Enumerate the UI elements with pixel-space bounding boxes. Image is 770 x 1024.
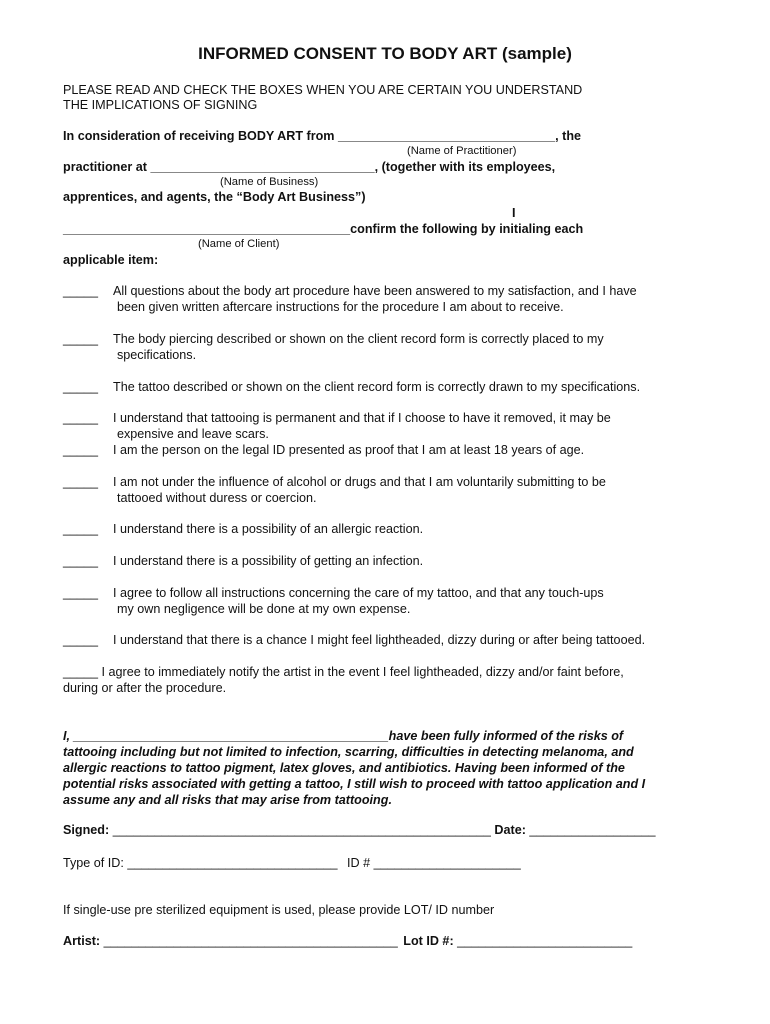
date-field[interactable]: __________________ (529, 823, 656, 837)
id-type-label: Type of ID: (63, 856, 124, 870)
item-text-line-1: The body piercing described or shown on the client record form is correctly placed to my (113, 332, 604, 346)
practitioner-name-caption: (Name of Practitioner) (407, 145, 517, 157)
item-text-line-2: tattooed without duress or coercion. (117, 491, 317, 505)
item-text-line-1: I understand that tattooing is permanent and that if I choose to have it removed, it may be (113, 411, 611, 425)
consideration-line-1: In consideration of receiving BODY ART from _______________________________, the (63, 129, 582, 143)
initial-blank[interactable]: _____ (63, 586, 99, 600)
consideration-line-2: practitioner at ________________________________, (together with its employees, (63, 160, 556, 174)
item-text-line-1: I understand there is a possibility of an allergic reaction. (113, 522, 424, 536)
declaration-line-5: assume any and all risks that may arise from tattooing. (63, 793, 392, 807)
declaration-line-1[interactable]: I, _____________________________________________have been fully informed of the risks of (63, 729, 624, 743)
initial-blank[interactable]: _____ (63, 475, 99, 489)
declaration-line-2: tattooing including but not limited to infection, scarring, difficulties in detecting melanoma, and (63, 745, 634, 759)
consideration-line-5: applicable item: (63, 253, 159, 267)
artist-label: Artist: (63, 934, 101, 948)
list-item[interactable] (63, 284, 723, 316)
item-text-line-1: I understand there is a possibility of getting an infection. (113, 554, 424, 568)
initial-blank[interactable]: _____ (63, 443, 99, 457)
id-number-label: ID # (347, 856, 371, 870)
item-text-line-2: expensive and leave scars. (117, 427, 269, 441)
consideration-i: I (512, 206, 516, 220)
initial-blank[interactable]: _____ (63, 554, 99, 568)
initial-blank[interactable]: _____ (63, 411, 99, 425)
lot-id-label: Lot ID #: (403, 934, 454, 948)
consideration-line-3: apprentices, and agents, the “Body Art Business”) (63, 190, 366, 204)
item-text-line-1: I agree to follow all instructions concerning the care of my tattoo, and that any touch-ups (113, 586, 604, 600)
artist-row (63, 934, 632, 949)
artist-field[interactable]: __________________________________________ (103, 934, 398, 948)
id-row (63, 856, 521, 871)
lot-id-field[interactable]: _________________________ (457, 934, 633, 948)
initial-blank[interactable]: _____ (63, 633, 99, 647)
declaration-line-3: allergic reactions to tattoo pigment, latex gloves, and antibiotics. Having been informed of the (63, 761, 625, 775)
last-item-line-1[interactable]: _____ I agree to immediately notify the artist in the event I feel lightheaded, dizzy and/or faint before, (63, 665, 624, 679)
list-item[interactable] (63, 633, 723, 649)
initial-blank[interactable]: _____ (63, 332, 99, 346)
item-text-line-1: All questions about the body art procedure have been answered to my satisfaction, and I have (113, 284, 637, 298)
signed-label: Signed: (63, 823, 110, 837)
signed-row (63, 823, 655, 838)
item-text-line-1: I am the person on the legal ID presented as proof that I am at least 18 years of age. (113, 443, 585, 457)
date-label: Date: (494, 823, 526, 837)
item-text-line-1: The tattoo described or shown on the client record form is correctly drawn to my specifications. (113, 380, 641, 394)
client-name-caption: (Name of Client) (198, 238, 280, 250)
instructions-line-2: THE IMPLICATIONS OF SIGNING (63, 98, 258, 112)
instructions-line-1: PLEASE READ AND CHECK THE BOXES WHEN YOU ARE CERTAIN YOU UNDERSTAND (63, 83, 583, 97)
id-type-field[interactable]: ______________________________ (127, 856, 338, 870)
list-item[interactable] (63, 522, 723, 538)
consideration-line-4: _________________________________________confirm the following by initialing each (63, 222, 584, 236)
business-name-caption: (Name of Business) (220, 176, 319, 188)
list-item[interactable] (63, 443, 723, 459)
item-text-line-1: I understand that there is a chance I might feel lightheaded, dizzy during or after being tattooed. (113, 633, 646, 647)
page-title: INFORMED CONSENT TO BODY ART (sample) (198, 44, 572, 63)
signature-field[interactable]: ______________________________________________________ (112, 823, 491, 837)
initial-blank[interactable]: _____ (63, 284, 99, 298)
list-item[interactable] (63, 332, 723, 364)
list-item[interactable] (63, 586, 723, 618)
declaration-line-4: potential risks associated with getting a tattoo, I still wish to proceed with tattoo application and I (63, 777, 646, 791)
list-item[interactable] (63, 411, 723, 443)
lot-note: If single-use pre sterilized equipment is used, please provide LOT/ ID number (63, 903, 495, 917)
list-item[interactable] (63, 475, 723, 507)
item-text-line-2: specifications. (117, 348, 197, 362)
initial-blank[interactable]: _____ (63, 522, 99, 536)
id-number-field[interactable]: _____________________ (373, 856, 521, 870)
list-item[interactable] (63, 380, 723, 396)
item-text-line-2: my own negligence will be done at my own expense. (117, 602, 411, 616)
last-item-line-2: during or after the procedure. (63, 681, 227, 695)
initial-blank[interactable]: _____ (63, 380, 99, 394)
list-item[interactable] (63, 554, 723, 570)
item-text-line-1: I am not under the influence of alcohol or drugs and that I am voluntarily submitting to be (113, 475, 606, 489)
item-text-line-2: been given written aftercare instructions for the procedure I am about to receive. (117, 300, 564, 314)
